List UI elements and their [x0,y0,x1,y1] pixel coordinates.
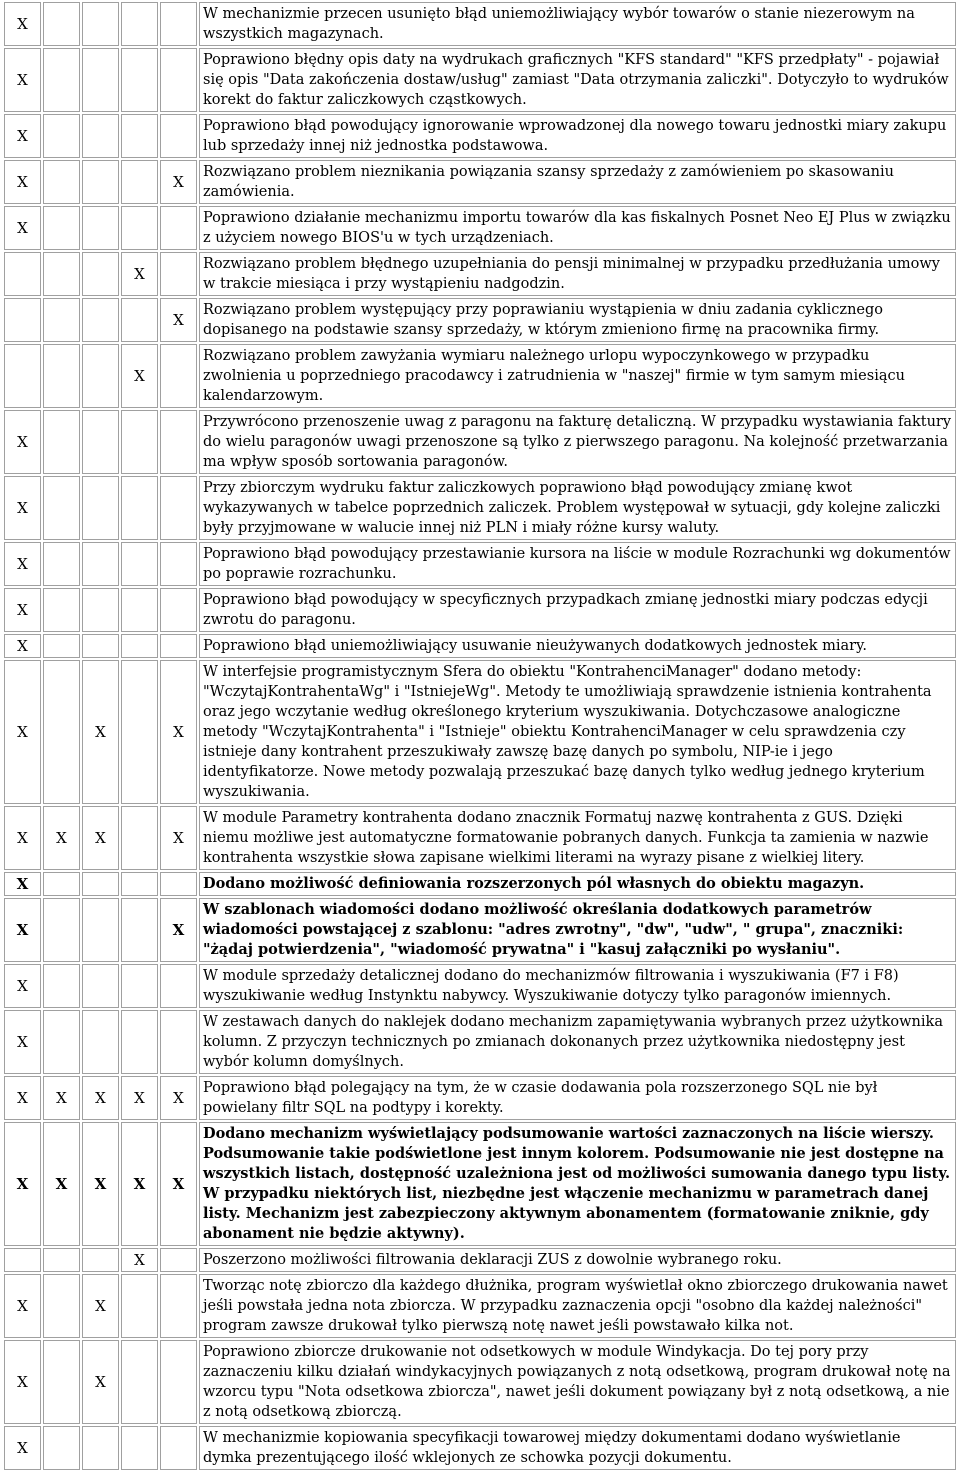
version-mark-cell [82,588,119,632]
version-mark-cell [160,634,197,658]
table-row [4,1426,956,1470]
version-mark-cell [43,634,80,658]
version-mark-cell: X [160,660,197,804]
version-mark-cell: X [160,898,197,962]
version-mark-cell: X [4,542,41,586]
version-mark-cell [43,898,80,962]
table-row [4,806,956,870]
version-mark-cell: X [121,1076,158,1120]
change-description: W zestawach danych do naklejek dodano mechanizm zapamiętywania wybranych przez użytkownika kolumn. Z przyczyn technicznych po zmianach dokonanych przez użytkownika niedostępny jest wybór kolumn domyślnych. [199,1010,956,1074]
version-mark-cell [121,1010,158,1074]
version-mark-cell [43,48,80,112]
version-mark-cell [160,1010,197,1074]
table-row [4,344,956,408]
version-mark-cell: X [82,806,119,870]
change-description: Rozwiązano problem błędnego uzupełniania do pensji minimalnej w przypadku przedłużania umowy w trakcie miesiąca i przy wystąpieniu nadgodzin. [199,252,956,296]
changelog-table [2,0,958,1472]
version-mark-cell [121,298,158,342]
version-mark-cell: X [43,806,80,870]
version-mark-cell [121,898,158,962]
version-mark-cell [160,964,197,1008]
version-mark-cell: X [4,476,41,540]
table-row [4,1340,956,1424]
table-row [4,410,956,474]
table-row [4,160,956,204]
version-mark-cell [4,344,41,408]
version-mark-cell [160,48,197,112]
change-description: Poprawiono działanie mechanizmu importu towarów dla kas fiskalnych Posnet Neo EJ Plus w związku z użyciem nowego BIOS'u w tych urządzeniach. [199,206,956,250]
version-mark-cell [82,1426,119,1470]
table-row [4,114,956,158]
version-mark-cell [4,298,41,342]
version-mark-cell: X [4,206,41,250]
version-mark-cell [121,2,158,46]
change-description: W mechanizmie kopiowania specyfikacji towarowej między dokumentami dodano wyświetlanie dymka prezentującego ilość wklejonych ze schowka pozycji dokumentu. [199,1426,956,1470]
version-mark-cell [4,252,41,296]
version-mark-cell [160,206,197,250]
version-mark-cell: X [4,634,41,658]
version-mark-cell [82,964,119,1008]
version-mark-cell [160,1248,197,1272]
version-mark-cell: X [121,1248,158,1272]
version-mark-cell: X [4,1076,41,1120]
version-mark-cell: X [4,1340,41,1424]
version-mark-cell [82,298,119,342]
version-mark-cell [160,1274,197,1338]
version-mark-cell [82,898,119,962]
table-row [4,660,956,804]
version-mark-cell: X [4,2,41,46]
version-mark-cell [82,48,119,112]
version-mark-cell [43,1426,80,1470]
version-mark-cell: X [4,1122,41,1246]
version-mark-cell: X [4,964,41,1008]
table-row [4,872,956,896]
change-description: W module Parametry kontrahenta dodano znacznik Formatuj nazwę kontrahenta z GUS. Dzięki niemu możliwe jest automatyczne formatowanie pobranych danych. Funkcja ta zamienia w nazwie kontrahenta wszystkie słowa zapisane wielkimi literami na wyrazy pisane z wielkiej litery. [199,806,956,870]
version-mark-cell [43,252,80,296]
version-mark-cell [82,872,119,896]
change-description: W module sprzedaży detalicznej dodano do mechanizmów filtrowania i wyszukiwania (F7 i F8) wyszukiwanie według Instynktu nabywcy. Wyszukiwanie dotyczy tylko paragonów imiennych. [199,964,956,1008]
version-mark-cell: X [4,1426,41,1470]
change-description: W mechanizmie przecen usunięto błąd uniemożliwiający wybór towarów o stanie niezerowym na wszystkich magazynach. [199,2,956,46]
version-mark-cell: X [4,160,41,204]
version-mark-cell [160,252,197,296]
version-mark-cell [82,160,119,204]
table-row [4,206,956,250]
version-mark-cell [121,206,158,250]
table-row [4,476,956,540]
version-mark-cell [82,114,119,158]
table-row [4,252,956,296]
version-mark-cell [43,964,80,1008]
version-mark-cell [43,1248,80,1272]
version-mark-cell [4,1248,41,1272]
change-description: Dodano mechanizm wyświetlający podsumowanie wartości zaznaczonych na liście wierszy. Podsumowanie takie podświetlone jest innym kolorem. Podsumowanie nie jest dostępne na wszystkich listach, dostępność uzależniona jest od możliwości sumowania danego typu listy. W przypadku niektórych list, niezbędne jest włączenie mechanizmu w parametrach danej listy. Mechanizm jest zabezpieczony aktywnym abonamentem (formatowanie zniknie, gdy abonament nie będzie aktywny). [199,1122,956,1246]
version-mark-cell: X [4,48,41,112]
version-mark-cell [43,660,80,804]
table-row [4,298,956,342]
version-mark-cell [82,344,119,408]
version-mark-cell: X [82,1274,119,1338]
version-mark-cell [43,206,80,250]
version-mark-cell: X [4,588,41,632]
table-row [4,588,956,632]
version-mark-cell: X [4,410,41,474]
version-mark-cell: X [160,1076,197,1120]
version-mark-cell: X [160,1122,197,1246]
version-mark-cell [121,634,158,658]
version-mark-cell [121,806,158,870]
version-mark-cell [160,2,197,46]
changelog-body [4,2,956,1470]
version-mark-cell [160,476,197,540]
version-mark-cell: X [43,1122,80,1246]
version-mark-cell: X [4,1010,41,1074]
version-mark-cell [43,114,80,158]
version-mark-cell [160,872,197,896]
version-mark-cell [121,1340,158,1424]
version-mark-cell [121,476,158,540]
version-mark-cell: X [121,344,158,408]
version-mark-cell [121,542,158,586]
change-description: Poprawiono błąd polegający na tym, że w czasie dodawania pola rozszerzonego SQL nie był powielany filtr SQL na podtypy i korekty. [199,1076,956,1120]
change-description: Przywrócono przenoszenie uwag z paragonu na fakturę detaliczną. W przypadku wystawiania faktury do wielu paragonów uwagi przenoszone są tylko z pierwszego paragonu. Na kolejność przetwarzania ma wpływ sposób sortowania paragonów. [199,410,956,474]
version-mark-cell [43,1010,80,1074]
version-mark-cell [160,344,197,408]
version-mark-cell [82,2,119,46]
version-mark-cell [82,206,119,250]
change-description: Przy zbiorczym wydruku faktur zaliczkowych poprawiono błąd powodujący zmianę kwot wykazywanych w tabelce poprzednich zaliczek. Problem występował w sytuacji, gdy kolejne zaliczki były przyjmowane w walucie innej niż PLN i miały różne kursy waluty. [199,476,956,540]
version-mark-cell [82,542,119,586]
version-mark-cell [43,476,80,540]
version-mark-cell [82,252,119,296]
version-mark-cell: X [160,806,197,870]
change-description: Poprawiono błędny opis daty na wydrukach graficznych "KFS standard" "KFS przedpłaty" - pojawiał się opis "Data zakończenia dostaw/usług" zamiast "Data otrzymania zaliczki". Dotyczyło to wydruków korekt do faktur zaliczkowych cząstkowych. [199,48,956,112]
version-mark-cell [43,872,80,896]
version-mark-cell: X [160,298,197,342]
change-description: Rozwiązano problem nieznikania powiązania szansy sprzedaży z zamówieniem po skasowaniu zamówienia. [199,160,956,204]
change-description: Dodano możliwość definiowania rozszerzonych pól własnych do obiektu magazyn. [199,872,956,896]
version-mark-cell [43,298,80,342]
table-row [4,964,956,1008]
change-description: W interfejsie programistycznym Sfera do obiektu "KontrahenciManager" dodano metody: "WczytajKontrahentaWg" i "IstniejeWg". Metody te umożliwiają sprawdzenie istnienia kontrahenta oraz jego wczytanie według określonego kryterium wyszukiwania. Dotychczasowe analogiczne metody "WczytajKontrahenta" i "Istnieje" obiektu KontrahenciManager w celu sprawdzenia czy istnieje dany kontrahent przeszukiwały zawszę bazę danych po symbolu, NIP-ie i jego identyfikatorze. Nowe metody pozwalają przeszukać bazę danych tylko według jednego kryterium wyszukiwania. [199,660,956,804]
change-description: Poprawiono zbiorcze drukowanie not odsetkowych w module Windykacja. Do tej pory przy zaznaczeniu kilku działań windykacyjnych powiązanych z notą odsetkową, program drukował notę na wzorcu typu "Nota odsetkowa zbiorcza", nawet jeśli dokument powiązany był z notą odsetkową, a nie z notą odsetkową zbiorczą. [199,1340,956,1424]
change-description: Rozwiązano problem występujący przy poprawianiu wystąpienia w dniu zadania cyklicznego dopisanego na podstawie szansy sprzedaży, w którym zmieniono firmę na pracownika firmy. [199,298,956,342]
change-description: Tworząc notę zbiorczo dla każdego dłużnika, program wyświetlał okno zbiorczego drukowania nawet jeśli powstała jedna nota zbiorcza. W przypadku zaznaczenia opcji "osobno dla każdej należności" program zawsze drukował tylko pierwszą notę nawet jeśli powstawało kilka not. [199,1274,956,1338]
change-description: Rozwiązano problem zawyżania wymiaru należnego urlopu wypoczynkowego w przypadku zwolnienia u poprzedniego pracodawcy i zatrudnienia w "naszej" firmie w tym samym miesiącu kalendarzowym. [199,344,956,408]
version-mark-cell [121,48,158,112]
version-mark-cell: X [4,660,41,804]
table-row [4,1248,956,1272]
version-mark-cell [82,410,119,474]
table-row [4,1076,956,1120]
version-mark-cell [43,1340,80,1424]
version-mark-cell [43,160,80,204]
version-mark-cell [160,114,197,158]
version-mark-cell [160,410,197,474]
table-row [4,634,956,658]
change-description: W szablonach wiadomości dodano możliwość określania dodatkowych parametrów wiadomości powstającej z szablonu: "adres zwrotny", "dw", "udw", " grupa", znaczniki: "żądaj potwierdzenia", "wiadomość prywatna" i "kasuj załączniki po wysłaniu". [199,898,956,962]
version-mark-cell [121,1426,158,1470]
version-mark-cell [121,160,158,204]
version-mark-cell [82,1248,119,1272]
version-mark-cell: X [4,898,41,962]
version-mark-cell: X [82,1122,119,1246]
change-description: Poszerzono możliwości filtrowania deklaracji ZUS z dowolnie wybranego roku. [199,1248,956,1272]
version-mark-cell: X [4,1274,41,1338]
table-row [4,542,956,586]
version-mark-cell: X [82,1076,119,1120]
version-mark-cell [43,344,80,408]
version-mark-cell: X [4,114,41,158]
change-description: Poprawiono błąd powodujący przestawianie kursora na liście w module Rozrachunki wg dokumentów po poprawie rozrachunku. [199,542,956,586]
version-mark-cell: X [121,1122,158,1246]
version-mark-cell: X [82,660,119,804]
version-mark-cell [121,114,158,158]
version-mark-cell [121,1274,158,1338]
version-mark-cell [43,410,80,474]
version-mark-cell: X [82,1340,119,1424]
version-mark-cell: X [121,252,158,296]
version-mark-cell [82,476,119,540]
change-description: Poprawiono błąd powodujący w specyficznych przypadkach zmianę jednostki miary podczas edycji zwrotu do paragonu. [199,588,956,632]
version-mark-cell: X [160,160,197,204]
version-mark-cell [43,588,80,632]
version-mark-cell [160,1340,197,1424]
version-mark-cell [43,1274,80,1338]
table-row [4,48,956,112]
version-mark-cell: X [43,1076,80,1120]
table-row [4,1010,956,1074]
table-row [4,1122,956,1246]
version-mark-cell [121,872,158,896]
version-mark-cell [121,660,158,804]
version-mark-cell: X [4,872,41,896]
version-mark-cell [43,542,80,586]
version-mark-cell [82,634,119,658]
version-mark-cell [121,588,158,632]
table-row [4,2,956,46]
version-mark-cell [43,2,80,46]
version-mark-cell [160,588,197,632]
version-mark-cell [160,1426,197,1470]
table-row [4,1274,956,1338]
version-mark-cell [121,964,158,1008]
change-description: Poprawiono błąd powodujący ignorowanie wprowadzonej dla nowego towaru jednostki miary zakupu lub sprzedaży innej niż jednostka podstawowa. [199,114,956,158]
version-mark-cell [82,1010,119,1074]
table-row [4,898,956,962]
version-mark-cell [160,542,197,586]
version-mark-cell [121,410,158,474]
change-description: Poprawiono błąd uniemożliwiający usuwanie nieużywanych dodatkowych jednostek miary. [199,634,956,658]
version-mark-cell: X [4,806,41,870]
